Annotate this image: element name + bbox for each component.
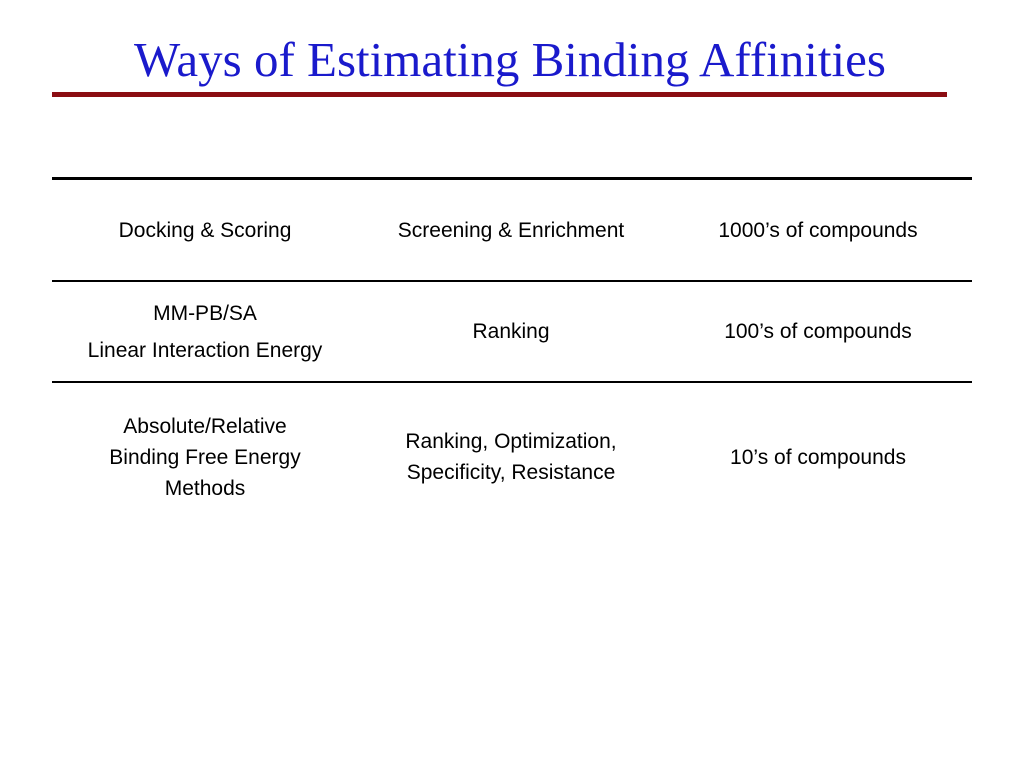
purpose-cell <box>358 426 664 488</box>
method-text: MM-PB/SA <box>153 301 257 325</box>
purpose-cell <box>358 316 664 347</box>
table-row <box>52 396 972 518</box>
method-text: Methods <box>164 476 246 500</box>
purpose-text: Ranking <box>472 320 550 343</box>
scale-cell <box>664 442 972 473</box>
slide-title: Ways of Estimating Binding Affinities <box>134 32 886 87</box>
method-text: Linear Interaction Energy <box>87 338 323 362</box>
method-text: Absolute/Relative <box>123 414 287 438</box>
scale-text: 100’s of compounds <box>724 320 912 343</box>
scale-cell <box>664 215 972 246</box>
scale-text: 10’s of compounds <box>730 445 906 469</box>
purpose-cell <box>358 215 664 246</box>
purpose-text: Specificity, Resistance <box>406 461 616 484</box>
table-row <box>52 282 972 381</box>
scale-cell <box>664 316 972 347</box>
table-top-rule <box>52 177 972 180</box>
method-cell <box>52 298 358 366</box>
method-text: Docking & Scoring <box>118 219 292 242</box>
purpose-text: Ranking, Optimization, <box>405 430 617 453</box>
method-text: Binding Free Energy <box>109 445 301 469</box>
purpose-text: Screening & Enrichment <box>397 219 625 242</box>
method-cell <box>52 215 358 246</box>
scale-text: 1000’s of compounds <box>718 219 918 242</box>
table-row-divider <box>52 381 972 383</box>
method-cell <box>52 411 358 504</box>
title-underline <box>52 92 947 97</box>
table-row <box>52 181 972 280</box>
